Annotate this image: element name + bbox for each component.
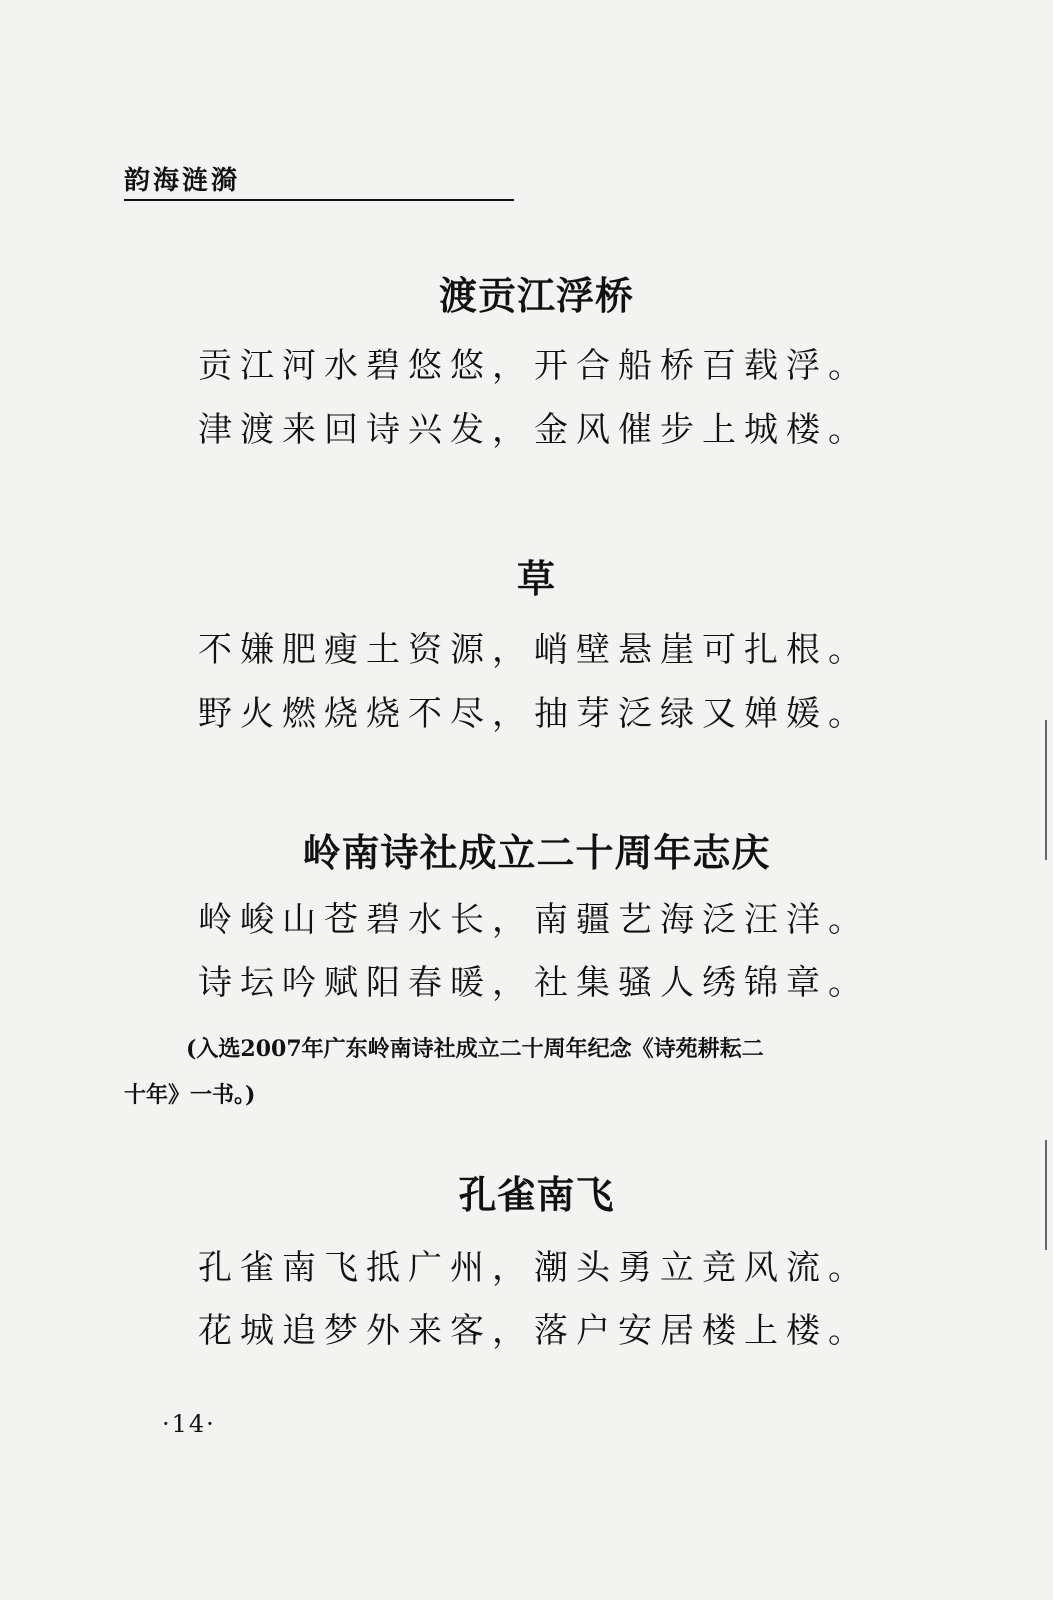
poem-line: 孔雀南飞抵广州，潮头勇立竞风流。	[198, 1248, 870, 1288]
poem-line: 岭峻山苍碧水长，南疆艺海泛汪洋。	[198, 900, 870, 940]
scan-edge-mark	[1045, 1140, 1047, 1250]
poem-title: 渡贡江浮桥	[438, 273, 634, 318]
poem-title: 孔雀南飞	[458, 1172, 615, 1217]
poem-title: 岭南诗社成立二十周年志庆	[302, 830, 771, 875]
scan-edge-mark	[1045, 720, 1047, 860]
poem-note-continued: 十年》一书。)	[124, 1082, 256, 1108]
running-header: 韵海涟漪	[124, 166, 241, 196]
poem-line: 津渡来回诗兴发，金风催步上城楼。	[198, 410, 870, 450]
header-rule	[124, 199, 514, 201]
page-number: ·14·	[162, 1410, 216, 1438]
poem-line: 不嫌肥瘦土资源，峭壁悬崖可扎根。	[198, 630, 870, 670]
poem-title: 草	[516, 556, 556, 601]
poem-line: 花城追梦外来客，落户安居楼上楼。	[198, 1311, 870, 1351]
poem-note: (入选2007年广东岭南诗社成立二十周年纪念《诗苑耕耘二	[186, 1036, 764, 1062]
poem-line: 贡江河水碧悠悠，开合船桥百载浮。	[198, 346, 870, 386]
poem-line: 野火燃烧烧不尽，抽芽泛绿又婵媛。	[198, 694, 870, 734]
poem-line: 诗坛吟赋阳春暖，社集骚人绣锦章。	[198, 963, 870, 1003]
